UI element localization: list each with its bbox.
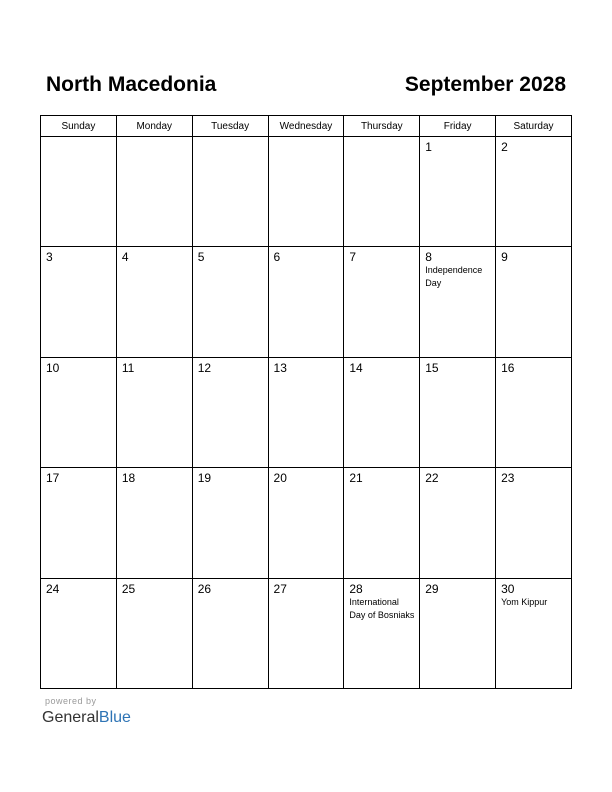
day-cell — [496, 137, 572, 247]
weekday-wednesday: Wednesday — [268, 116, 344, 137]
day-cell — [268, 468, 344, 578]
day-cell — [116, 357, 192, 467]
day-cell — [496, 578, 572, 688]
day-cell — [41, 468, 117, 578]
day-cell — [41, 578, 117, 688]
holiday-label: International Day of Bosniaks — [349, 596, 415, 620]
week-row — [41, 468, 572, 578]
day-cell — [420, 357, 496, 467]
day-number: 1 — [425, 140, 432, 154]
weekday-saturday: Saturday — [496, 116, 572, 137]
day-number: 16 — [501, 360, 515, 375]
day-number: 4 — [121, 250, 129, 265]
day-cell — [41, 137, 117, 247]
day-number: 13 — [273, 360, 287, 375]
weekday-header-row — [41, 116, 572, 137]
day-cell — [192, 578, 268, 688]
day-number: 22 — [425, 471, 439, 486]
day-number — [41, 137, 116, 140]
brand-blue-text: Blue — [98, 709, 131, 726]
day-number: 25 — [121, 581, 136, 596]
day-cell — [496, 468, 572, 578]
weekday-thursday: Thursday — [344, 116, 420, 137]
month-year-title: September 2028 — [404, 73, 566, 96]
day-number — [344, 137, 419, 140]
day-cell — [420, 137, 496, 247]
day-number: 21 — [349, 471, 363, 486]
day-cell — [344, 137, 420, 247]
weekday-friday: Friday — [420, 116, 496, 137]
day-number: 30 — [501, 581, 515, 596]
day-number: 26 — [197, 581, 212, 596]
day-cell — [420, 468, 496, 578]
week-row — [41, 357, 572, 467]
day-cell — [344, 468, 420, 578]
day-number: 24 — [46, 581, 60, 596]
day-number: 6 — [273, 250, 281, 265]
day-cell — [420, 247, 496, 357]
day-number: 28 — [349, 581, 363, 596]
day-number: 27 — [273, 581, 287, 596]
day-number: 11 — [121, 360, 135, 375]
day-number: 2 — [501, 140, 508, 154]
day-cell — [420, 578, 496, 688]
day-cell — [344, 357, 420, 467]
day-cell — [344, 578, 420, 688]
day-cell — [192, 357, 268, 467]
day-number — [269, 137, 344, 140]
holiday-label: Yom Kippur — [501, 596, 548, 607]
day-cell — [41, 357, 117, 467]
day-cell — [496, 247, 572, 357]
day-cell — [344, 247, 420, 357]
day-cell — [192, 468, 268, 578]
day-number: 19 — [197, 471, 212, 486]
day-cell — [268, 137, 344, 247]
day-cell — [116, 247, 192, 357]
holiday-label: Independence Day — [425, 265, 483, 289]
week-row — [41, 578, 572, 688]
footer-branding — [42, 696, 131, 728]
day-cell — [192, 247, 268, 357]
day-number: 29 — [425, 581, 439, 596]
day-number — [193, 137, 268, 140]
powered-by-text: powered by — [45, 696, 97, 706]
generalblue-logo[interactable] — [42, 708, 131, 728]
day-number: 5 — [197, 250, 205, 265]
week-row — [41, 247, 572, 357]
day-number: 10 — [46, 360, 60, 375]
day-cell — [116, 468, 192, 578]
week-row — [41, 137, 572, 247]
day-number: 8 — [425, 250, 432, 265]
brand-general-text: General — [42, 709, 99, 726]
day-cell — [116, 578, 192, 688]
weekday-tuesday: Tuesday — [192, 116, 268, 137]
day-number — [117, 137, 192, 140]
day-cell — [268, 357, 344, 467]
weekday-sunday: Sunday — [41, 116, 117, 137]
day-cell — [116, 137, 192, 247]
day-number: 14 — [349, 360, 363, 375]
day-number: 7 — [349, 250, 357, 265]
country-title: North Macedonia — [46, 73, 217, 96]
day-number: 20 — [273, 471, 287, 486]
calendar-grid — [40, 115, 572, 689]
day-number: 12 — [197, 360, 212, 375]
day-number: 17 — [46, 471, 60, 486]
day-number: 15 — [425, 360, 439, 375]
day-cell — [268, 578, 344, 688]
day-number: 18 — [121, 471, 136, 486]
day-cell — [41, 247, 117, 357]
day-cell — [268, 247, 344, 357]
day-number: 23 — [501, 471, 515, 486]
day-cell — [192, 137, 268, 247]
day-number: 9 — [501, 250, 508, 265]
day-number: 3 — [46, 250, 53, 265]
day-cell — [496, 357, 572, 467]
weekday-monday: Monday — [116, 116, 192, 137]
